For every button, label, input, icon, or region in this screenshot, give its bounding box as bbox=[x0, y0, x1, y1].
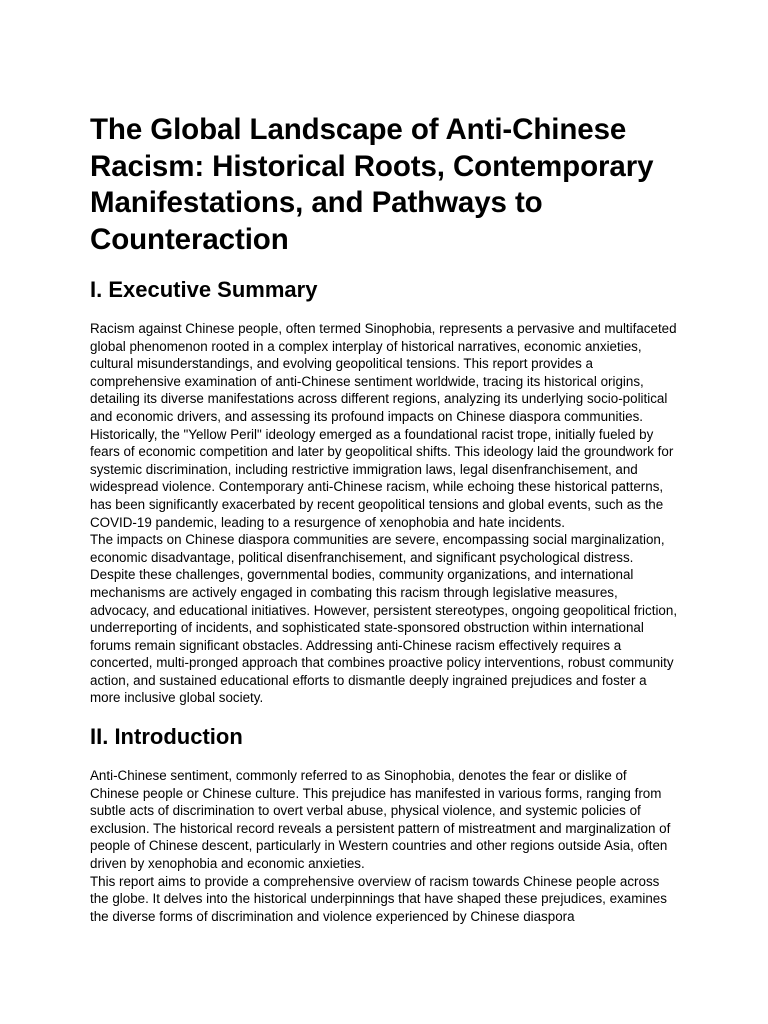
paragraph: Racism against Chinese people, often termed Sinophobia, represents a pervasive and multifaceted global phenomenon rooted in a complex interplay of historical narratives, economic anxieties, cultural misunderstandings, and evolving geopolitical tensions. This report provides a comprehensive examination of anti-Chinese sentiment worldwide, tracing its historical origins, detailing its diverse manifestations across different regions, analyzing its underlying socio-political and economic drivers, and assessing its profound impacts on Chinese diaspora communities. bbox=[90, 321, 677, 424]
section-introduction bbox=[90, 723, 678, 925]
section-executive-summary bbox=[90, 276, 678, 707]
section-heading: II. Introduction bbox=[90, 724, 243, 750]
section-heading: I. Executive Summary bbox=[90, 277, 318, 302]
paragraph: Historically, the "Yellow Peril" ideology emerged as a foundational racist trope, initially fueled by fears of economic competition and later by geopolitical shifts. This ideology laid the groundwork for systemic discrimination, including restrictive immigration laws, legal disenfranchisement, and widespread violence. Contemporary anti-Chinese racism, while echoing these historical patterns, has been significantly exacerbated by recent geopolitical tensions and global events, such as the COVID-19 pandemic, leading to a resurgence of xenophobia and hate incidents. bbox=[90, 426, 674, 530]
paragraph: This report aims to provide a comprehensive overview of racism towards Chinese people across the globe. It delves into the historical underpinnings that have shaped these prejudices, examines the diverse forms of discrimination and violence experienced by Chinese diaspora bbox=[90, 873, 667, 924]
paragraph: Anti-Chinese sentiment, commonly referred to as Sinophobia, denotes the fear or dislike of Chinese people or Chinese culture. This prejudice has manifested in various forms, ranging from subtle acts of discrimination to overt verbal abuse, physical violence, and systemic policies of exclusion. The historical record reveals a persistent pattern of mistreatment and marginalization of people of Chinese descent, particularly in Western countries and other regions outside Asia, often driven by xenophobia and economic anxieties. bbox=[90, 768, 671, 872]
document-title: The Global Landscape of Anti-Chinese Racism: Historical Roots, Contemporary Manifestations, and Pathways to Counteraction bbox=[90, 113, 654, 256]
paragraph: The impacts on Chinese diaspora communities are severe, encompassing social marginalization, economic disadvantage, political disenfranchisement, and significant psychological distress. Despite these challenges, governmental bodies, community organizations, and international mechanisms are actively engaged in combating this racism through legislative measures, advocacy, and educational initiatives. However, persistent stereotypes, ongoing geopolitical friction, underreporting of incidents, and sophisticated state-sponsored obstruction within international forums remain significant obstacles. Addressing anti-Chinese racism effectively requires a concerted, multi-pronged approach that combines proactive policy interventions, robust community action, and sustained educational efforts to dismantle deeply ingrained prejudices and foster a more inclusive global society. bbox=[90, 532, 678, 706]
